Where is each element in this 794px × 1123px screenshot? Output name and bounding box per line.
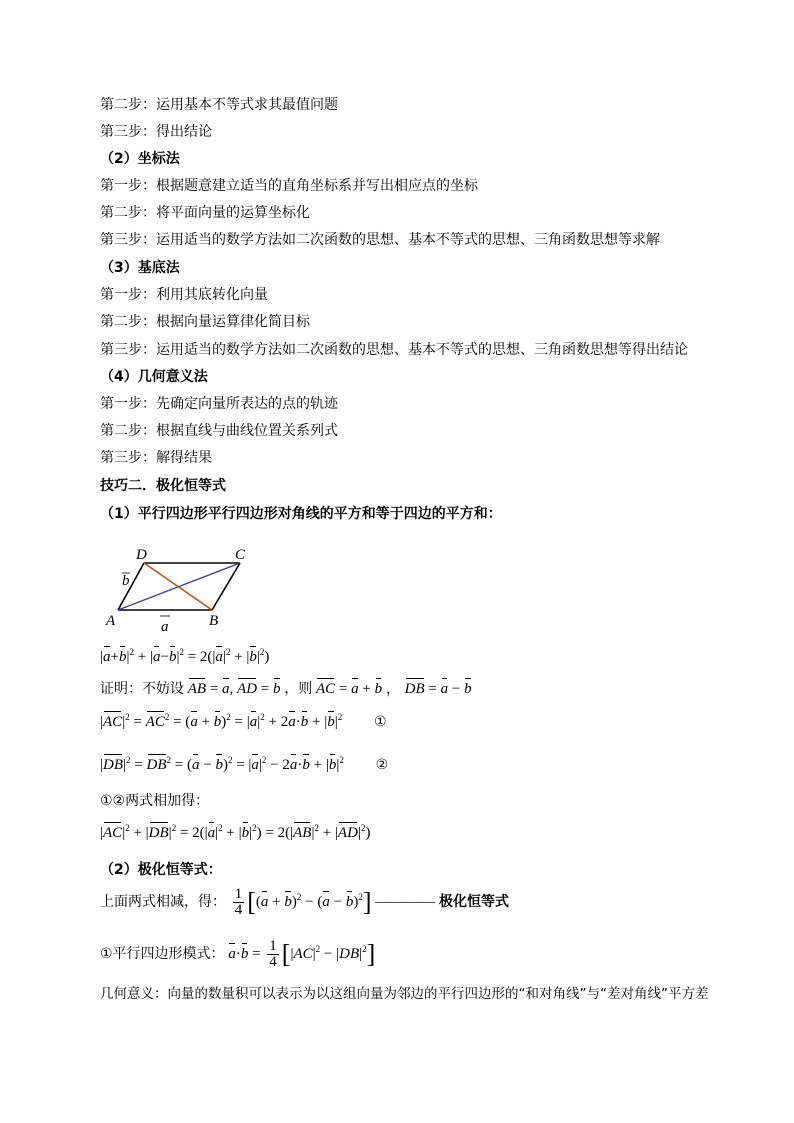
parallelogram-law-formula: $|a+b|^2 + |a-b|^2 = 2(|a|^2 + |b|^2)$ (100, 647, 270, 665)
coord-step-3: 第三步：运用适当的数学方法如二次函数的思想、基本不等式的思想、三角函数思想等求解 (100, 232, 660, 248)
dash: ———— (375, 893, 436, 910)
coord-step-2: 第二步：将平面向量的运算坐标化 (100, 205, 310, 221)
geo-step-1: 第一步：先确定向量所表达的点的轨迹 (100, 396, 338, 412)
parallelogram-figure (104, 543, 264, 633)
basis-step-3: 第三步：运用适当的数学方法如二次函数的思想、基本不等式的思想、三角函数思想等得出结论 (100, 342, 688, 358)
parallelogram-mode-formula: ①平行四边形模式： a·b = $\frac{1}{4}$ $[|AC|^2 - |DB|^2]$ (100, 938, 376, 970)
basis-step-2: 第二步：根据向量运算律化简目标 (100, 314, 310, 330)
polarization-formula: 上面两式相减，得： $\frac{1}{4}$ $[(a + b)^2 - (a - b)^2]$ ———— 极化恒等式 (100, 886, 509, 918)
label-D: D (136, 547, 147, 563)
step-2-text: 第二步：运用基本不等式求其最值问题 (100, 97, 338, 113)
marker-1: ① (373, 714, 387, 730)
proof-setup: 证明：不妨设 AB = a, AD = b ，则 AC = a + b ， DB = a − b (100, 681, 472, 697)
step-3-text: 第三步：得出结论 (100, 124, 212, 140)
sum-equation: $|AC|^2 + |DB|^2 = 2(|a|^2 + |b|^2) = 2(|AB|^2 + |AD|^2)$ (100, 823, 371, 841)
label-A: A (106, 613, 116, 629)
coord-step-1: 第一步：根据题意建立适当的直角坐标系并写出相应点的坐标 (100, 178, 478, 194)
proof-then: ，则 (284, 681, 313, 697)
heading-geometric-method: （4）几何意义法 (100, 369, 208, 385)
fraction-quarter-2: $\frac{1}{4}$ (269, 938, 277, 970)
mode-label: ①平行四边形模式： (100, 945, 225, 962)
geometric-meaning: 几何意义：向量的数量积可以表示为以这组向量为邻边的平行四边形的“和对角线”与“差对角线”平方差 (100, 986, 709, 1002)
subtract-label: 上面两式相减，得： (100, 893, 226, 910)
label-B: B (209, 613, 219, 629)
label-C: C (235, 547, 246, 563)
heading-coordinate-method: （2）坐标法 (100, 151, 180, 167)
heading-polarization-identity: （2）极化恒等式： (100, 862, 222, 878)
equation-1: $|AC|^2 = AC^2 = (a + b)^2 = |a|^2 + 2a\cdot b + |b|^2$ ① (100, 712, 387, 730)
identity-name: 极化恒等式 (439, 893, 509, 910)
edge-bc (212, 563, 240, 610)
heading-technique-2: 技巧二．极化恒等式 (100, 478, 226, 494)
geo-step-3: 第三步：解得结果 (100, 450, 212, 466)
sum-label: ①②两式相加得： (100, 793, 210, 809)
label-vector-b: b (122, 573, 130, 589)
diagonal-db (144, 563, 212, 610)
basis-step-1: 第一步：利用其底转化向量 (100, 287, 268, 303)
marker-2: ② (375, 757, 389, 773)
label-vector-a: a (161, 619, 169, 633)
heading-basis-method: （3）基底法 (100, 260, 180, 276)
fraction-quarter: $\frac{1}{4}$ (234, 886, 243, 918)
proof-prefix: 证明：不妨设 (100, 681, 184, 697)
equation-2: $|DB|^2 = DB^2 = (a - b)^2 = |a|^2 - 2a\cdot b + |b|^2$ ② (100, 755, 389, 773)
heading-parallelogram-law: （1）平行四边形平行四边形对角线的平方和等于四边的平方和： (100, 506, 502, 522)
geo-step-2: 第二步：根据直线与曲线位置关系列式 (100, 423, 338, 439)
